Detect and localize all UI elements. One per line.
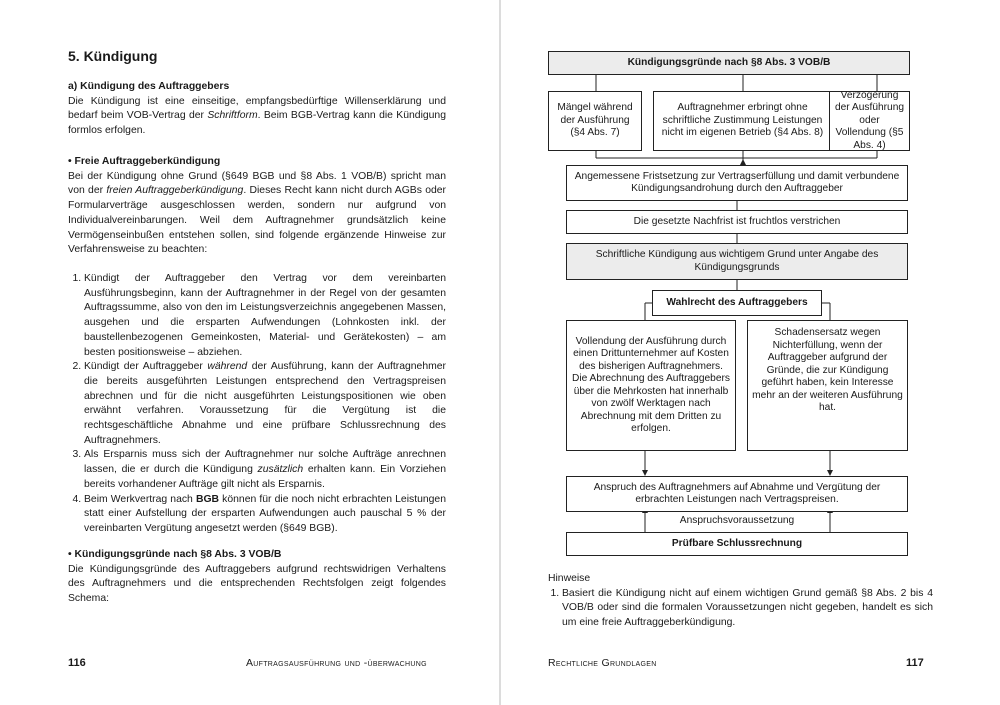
- prerequisite-label: Anspruchsvoraussetzung: [679, 515, 795, 526]
- step-deadline-box: Angemessene Fristsetzung zur Vertragserfüllung und damit verbundene Kündigungsandrohung durch den Auftraggeber: [566, 165, 908, 201]
- text: Beim Werkvertrag nach: [84, 493, 196, 505]
- list-item: [84, 493, 446, 537]
- page-number-left: 116: [68, 657, 86, 669]
- claim-box: Anspruch des Auftragnehmers auf Abnahme und Vergütung der erbrachten Leistungen nach Vertragspreisen.: [566, 476, 908, 512]
- diagram-title-box: Kündigungsgründe nach §8 Abs. 3 VOB/B: [548, 51, 910, 75]
- paragraph-free: [68, 170, 446, 258]
- bold-text: BGB: [195, 493, 220, 505]
- running-head-left: Auftragsausführung und -überwachung: [246, 657, 427, 669]
- text: der Ausführung, kann der Auftragnehmer die bereits ausgeführten Leistungen entsprechend den Vertragspreisen abrechnen und für die nicht ausgeführten Leistungspositionen wie oben erwähnt verfahren. Voraussetzung für die Vergütung ist die rechtsgeschäftliche Abnahme und eine prüfbare Schlussrechnung des Auftragnehmers.: [84, 361, 447, 446]
- option-damages-box: Schadensersatz wegen Nichterfüllung, wenn der Auftraggeber aufgrund der Gründe, die zur Kündigung geführt haben, kein Interesse mehr an der weiteren Ausführung hat.: [747, 320, 908, 451]
- bullet-heading-free: • Freie Auftraggeberkündigung: [68, 156, 221, 167]
- option-completion-box: Vollendung der Ausführung durch einen Drittunternehmer auf Kosten des bisherigen Auftragnehmers. Die Abrechnung des Auftraggebers über die Mehrkosten hat innerhalb von zwölf Werktagen nach Abrechnung mit dem Dritten zu erfolgen.: [566, 320, 736, 451]
- list-item: [84, 360, 446, 448]
- numbered-list: [68, 272, 446, 537]
- reason-box-defects: Mängel während der Ausführung (§4 Abs. 7): [548, 91, 642, 151]
- text: Als Ersparnis muss sich der Auftragnehmer nur solche Aufträge anrechnen lassen, die er durch die Kündigung: [84, 449, 446, 476]
- text: Bei der Kündigung ohne Grund (§649 BGB und §8 Abs. 1 VOB/B) spricht man von der: [68, 170, 446, 197]
- page-number-right: 117: [906, 657, 924, 669]
- running-head-right: Rechtliche Grundlagen: [548, 657, 657, 669]
- choice-box: Wahlrecht des Auftraggebers: [652, 290, 822, 316]
- section-free: [68, 155, 446, 258]
- text: Kündigt der Auftraggeber: [84, 361, 208, 373]
- text: . Dieses Recht kann nicht durch AGBs oder Formularverträge ausgeschlossen werden, sondern nur aufgrund von Individualvereinbarungen. Weil dem Auftragnehmer grundsätzlich keine Vermögenseinbußen entstehen sollen, sind folgende ergänzende Hinweise zur Verfahrensweise zu beachten:: [68, 185, 446, 256]
- paragraph-a: [68, 95, 446, 139]
- subheading-a: a) Kündigung des Auftraggebers: [68, 81, 230, 92]
- step-termination-box: Schriftliche Kündigung aus wichtigem Grund unter Angabe des Kündigungsgrunds: [566, 243, 908, 280]
- reason-box-subcontracting: Auftragnehmer erbringt ohne schriftliche Zustimmung Leistungen nicht im eigenen Betrieb (§4 Abs. 8): [653, 91, 832, 151]
- emphasis: während: [207, 361, 248, 373]
- text: Basiert die Kündigung nicht auf einem wichtigen Grund gemäß §8 Abs. 2 bis 4 VOB/B oder sind die formalen Voraussetzungen nicht gegeben, handelt es sich um eine freie Auftraggeberkündigung.: [562, 587, 933, 629]
- paragraph-reasons: Die Kündigungsgründe des Auftraggebers aufgrund rechtswidrigen Verhaltens des Auftragnehmers und die entsprechenden Rechtsfolgen zeigt folgendes Schema:: [68, 563, 446, 605]
- emphasis: Schriftform: [207, 110, 258, 122]
- invoice-box: Prüfbare Schlussrechnung: [566, 532, 908, 556]
- text: . Beim BGB-Vertrag kann die Kündigung formlos erfolgen.: [68, 110, 446, 137]
- text: können für die noch nicht erbrachten Leistungen statt einer Aufstellung der ersparten Aufwendungen auch pauschal 5 % der vereinbarten Vergütung angesetzt werden (§649 BGB).: [84, 493, 446, 534]
- section-a: [68, 80, 446, 139]
- right-page: [501, 0, 1000, 705]
- left-page: [0, 0, 499, 705]
- section-reasons: [68, 548, 446, 607]
- list-item: [84, 448, 446, 492]
- list-item: [84, 272, 446, 360]
- text: Kündigt der Auftraggeber den Vertrag vor dem vereinbarten Ausführungsbeginn, kann der Auftragnehmer in der Regel von der gesamten Auftragssumme, also von den im Leistungsverzeichnis angegebenen Massen, ausgehen und die ersparten Aufwendungen (Lohnkosten inkl. der baustellenbezogenen Gemeinkosten, Material- und Gerätekosten) – am besten positionsweise – abziehen.: [84, 273, 446, 358]
- emphasis: zusätzlich: [257, 464, 304, 476]
- text: Die Kündigung ist eine einseitige, empfangsbedürftige Willenserklärung und bedarf beim VOB-Vertrag der: [68, 95, 446, 122]
- section-heading: 5. Kündigung: [68, 48, 158, 64]
- notes-title: Hinweise: [548, 573, 591, 584]
- text: erhalten kann. Ein Vorziehen bereits vorhandener Aufträge gilt nicht als Ersparnis.: [84, 464, 446, 490]
- emphasis: freien Auftraggeberkündigung: [106, 185, 244, 197]
- notes-section: [548, 572, 933, 631]
- step-expired-box: Die gesetzte Nachfrist ist fruchtlos verstrichen: [566, 210, 908, 234]
- bullet-heading-reasons: • Kündigungsgründe nach §8 Abs. 3 VOB/B: [68, 549, 282, 560]
- note-item: [562, 587, 933, 631]
- reason-box-delay: Verzögerung der Ausführung oder Vollendung (§5 Abs. 4): [829, 91, 910, 151]
